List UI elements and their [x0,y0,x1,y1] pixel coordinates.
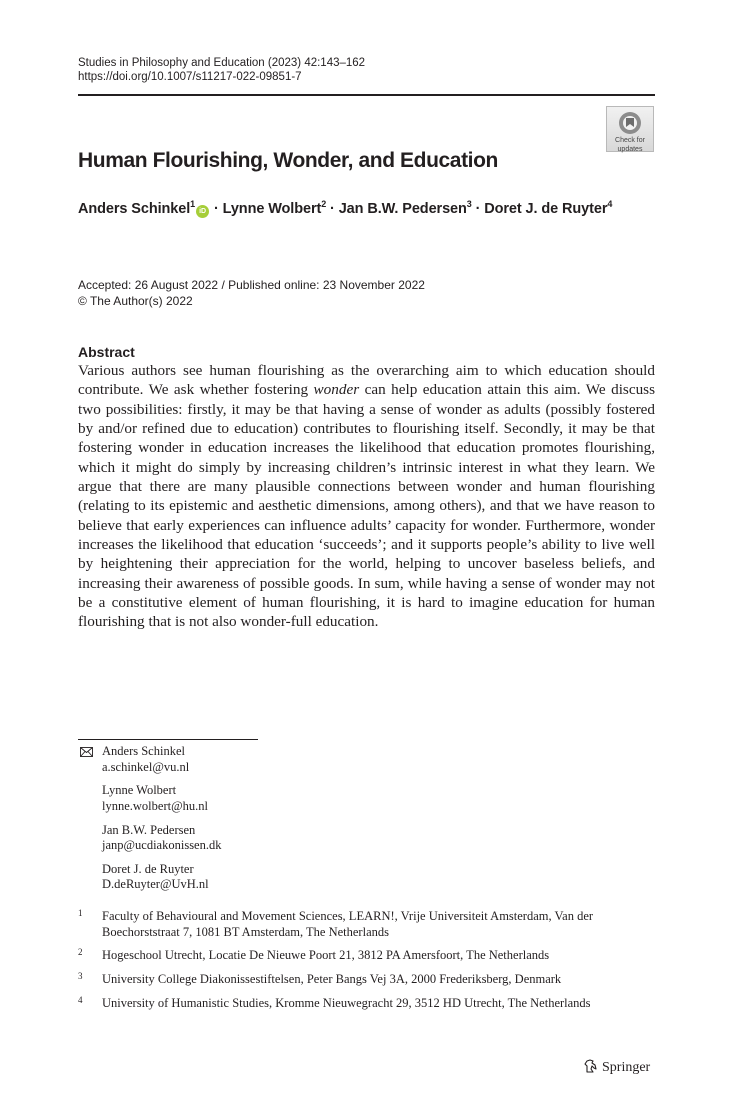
abstract-text-part-1: Various authors see human flourishing as the overarching aim to which education should contribute. We ask whether fostering [78,362,655,399]
crossmark-label-2: updates [617,146,643,153]
author-name[interactable]: Anders Schinkel [78,201,191,217]
affiliation-text: University of Humanistic Studies, Kromme Nieuwegracht 29, 3512 HD Utrecht, The Netherlands [102,996,591,1010]
author-name[interactable]: Lynne Wolbert [222,201,322,217]
abstract-emphasis: wonder [313,381,360,399]
abstract-text-part-2: can help education attain this aim. We discuss two possibilities: firstly, it may be that having a sense of wonder as adults (possibly fostered by and/or refined due to education) contributes to flourishing itself. Secondly, it may be that fostering wonder in education increases the likelihood that education promotes flourishing, which it might do simply by increasing children’s intrinsic interest in what they learn. We argue that there are many plausible connections between wonder and human flourishing (relating to its epistemic and aesthetic dimensions, among others), and that we have reason to believe that early experiences can influence adults’ capacity for wonder. Furthermore, wonder increases the likelihood that education ‘succeeds’; and it supports people’s ability to live well by heightening their appreciation for the world, helping to uncover baseless beliefs, and increasing their awareness of possible goods. In sum, while having a sense of wonder may not be a constitutive element of human flourishing, it is hard to imagine education for human flourishing that is not also wonder-full education. [78,381,655,631]
author-affiliation-mark: 4 [607,199,613,209]
affiliation-number: 1 [78,908,83,918]
doi-link[interactable]: https://doi.org/10.1007/s11217-022-09851-7 [78,71,302,83]
contact-name: Lynne Wolbert [102,783,177,797]
affiliation-number: 4 [78,995,83,1005]
check-for-updates-badge[interactable] [606,106,654,152]
abstract-text [78,361,655,632]
envelope-icon [80,747,93,757]
contact-name: Jan B.W. Pedersen [102,822,196,837]
header-rule [78,94,655,96]
journal-citation: Studies in Philosophy and Education (2023) 42:143–162 [78,57,366,69]
author-list [78,201,612,218]
contact-email[interactable]: lynne.wolbert@hu.nl [102,798,208,813]
affiliation-text: Hogeschool Utrecht, Locatie De Nieuwe Poort 21, 3812 PA Amersfoort, The Netherlands [102,948,550,962]
author-name[interactable]: Doret J. de Ruyter [484,201,608,217]
abstract-heading: Abstract [78,344,135,360]
contact-email[interactable]: D.deRuyter@UvH.nl [102,877,209,891]
footnote-rule [78,739,258,740]
author-name[interactable]: Jan B.W. Pedersen [338,201,467,217]
author-affiliation-mark: 1 [190,199,196,209]
springer-horse-icon [583,1058,599,1074]
author-separator: · [210,201,223,217]
author-separator: · [326,201,339,217]
contact-name: Doret J. de Ruyter [102,861,194,876]
publisher-logo [583,1058,650,1076]
journal-header [78,56,365,84]
article-title: Human Flourishing, Wonder, and Education [78,149,498,172]
copyright-line: © The Author(s) 2022 [78,294,193,308]
publisher-name: Springer [602,1060,651,1075]
accepted-published-line: Accepted: 26 August 2022 / Published online: 23 November 2022 [78,278,425,292]
crossmark-icon [618,111,642,135]
contact-email[interactable]: janp@ucdiakonissen.dk [102,838,222,852]
contact-email[interactable]: a.schinkel@vu.nl [102,759,190,774]
affiliation-text: Faculty of Behavioural and Movement Sciences, LEARN!, Vrije Universiteit Amsterdam, Van der Boechorststraat 7, 1081 BT Amsterdam, The Netherlands [102,909,594,939]
affiliation-number: 2 [78,947,83,957]
publication-dates [78,277,425,309]
contact-name: Anders Schinkel [102,744,185,758]
author-separator: · [471,201,485,217]
crossmark-label-1: Check for [615,137,645,144]
author-affiliation-mark: 2 [321,199,327,209]
orcid-icon[interactable]: iD [196,205,209,218]
affiliation-number: 3 [78,971,83,981]
author-affiliation-mark: 3 [466,199,472,209]
affiliation-text: University College Diakonissestiftelsen, Peter Bangs Vej 3A, 2000 Frederiksberg, Denmark [102,972,562,986]
